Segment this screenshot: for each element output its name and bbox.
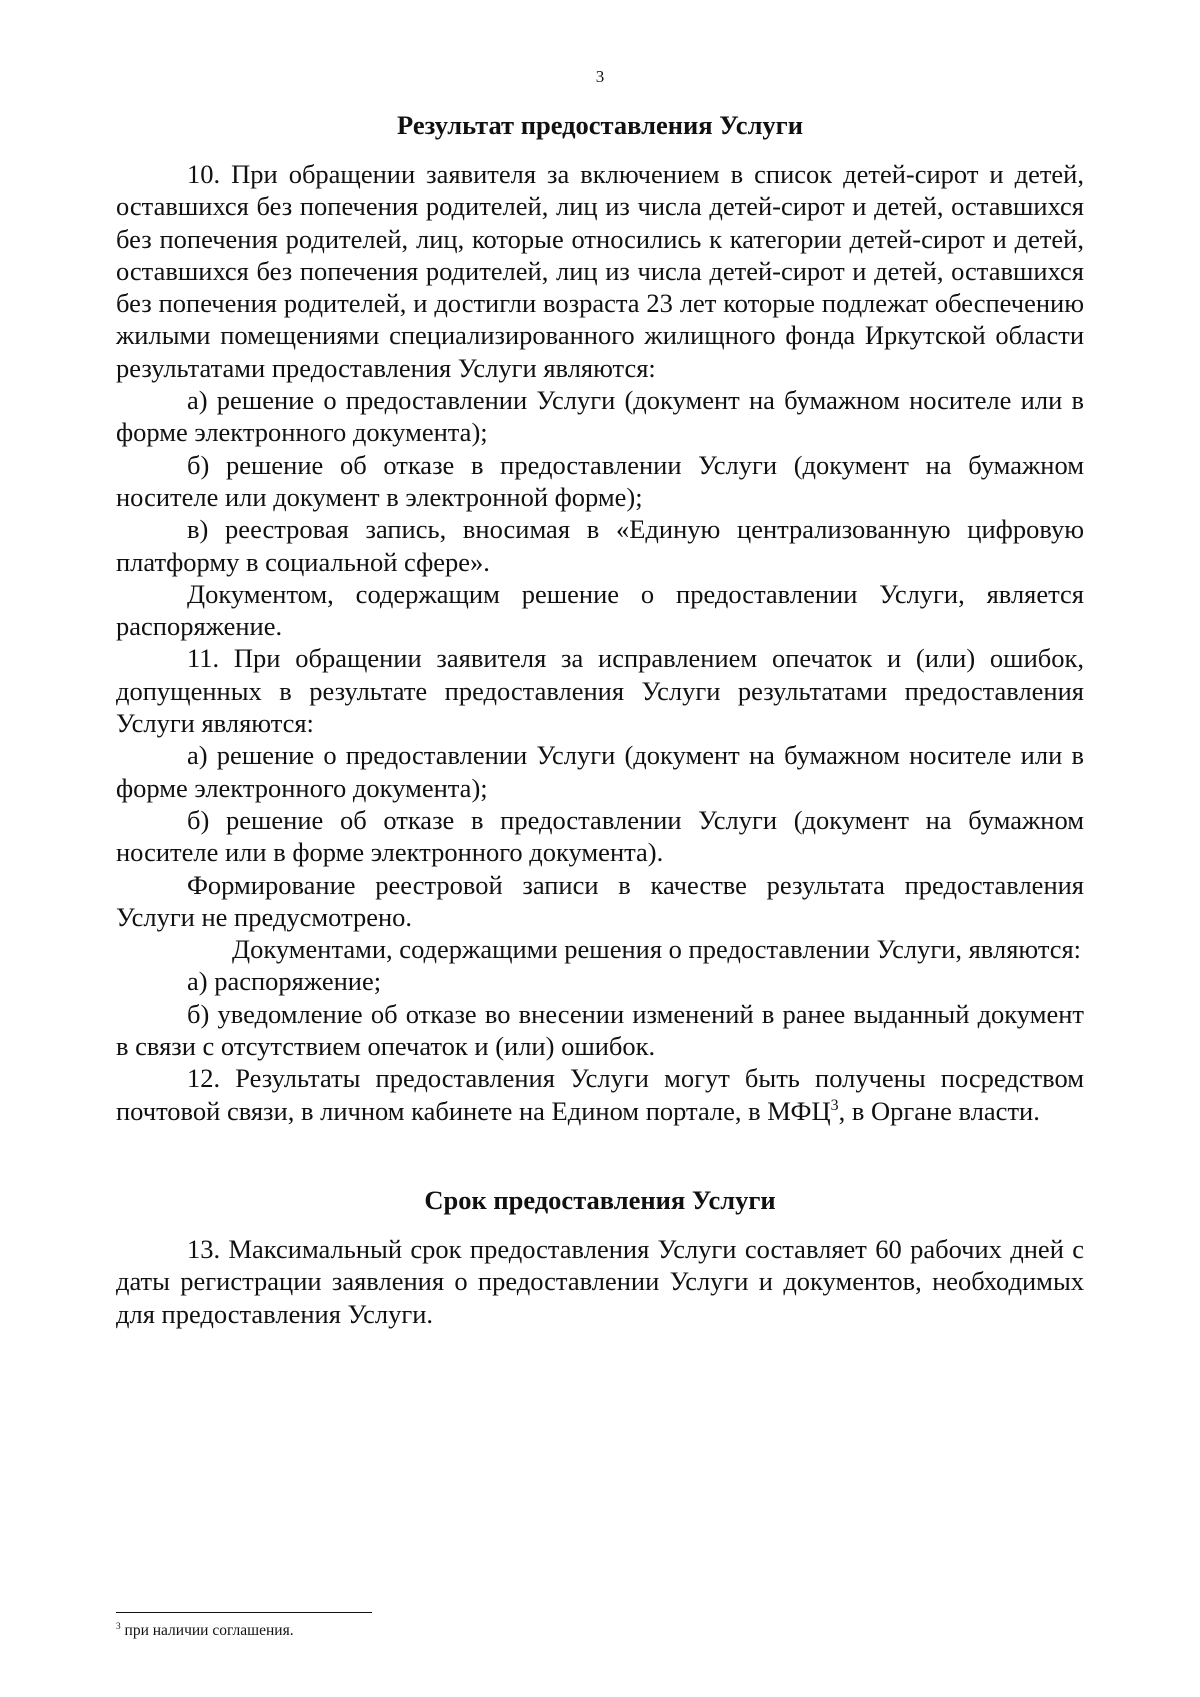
paragraph-10-document: Документом, содержащим решение о предоставлении Услуги, является распоряжение. xyxy=(116,578,1084,642)
footnote-reference: 3 xyxy=(830,1096,839,1114)
paragraph-10-item-a: а) решение о предоставлении Услуги (документ на бумажном носителе или в форме электронного документа); xyxy=(116,385,1084,448)
paragraph-10-item-c: в) реестровая запись, вносимая в «Единую централизованную цифровую платформу в социальной сфере». xyxy=(116,514,1084,577)
paragraph-13: 13. Максимальный срок предоставления Услуги составляет 60 рабочих дней с даты регистрации заявления о предоставлении Услуги и документов, необходимых для предоставления Услуги. xyxy=(116,1233,1084,1329)
section-heading-term: Срок предоставления Услуги xyxy=(424,1184,776,1215)
page-number: 3 xyxy=(595,67,605,86)
paragraph-11-registry: Формирование реестровой записи в качестве результата предоставления Услуги не предусмотрено. xyxy=(116,869,1084,932)
footnote-marker: 3 xyxy=(116,1621,121,1632)
section-heading-result: Результат предоставления Услуги xyxy=(397,110,803,140)
footnote-divider xyxy=(116,1612,372,1613)
paragraph-11-item-a: а) решение о предоставлении Услуги (документ на бумажном носителе или в форме электронного документа); xyxy=(116,740,1084,803)
paragraph-12 xyxy=(116,1062,1084,1127)
paragraph-11-documents: Документами, содержащими решения о предоставлении Услуги, являются: xyxy=(232,934,1082,965)
footnote xyxy=(116,1621,294,1641)
paragraph-10: 10. При обращении заявителя за включением в список детей-сирот и детей, оставшихся без попечения родителей, лиц из числа детей-сирот и детей, оставшихся без попечения родителей, лиц, которые относились к категории детей-сирот и детей, оставшихся без попечения родителей, лиц из числа детей-сирот и детей, оставшихся без попечения родителей, и достигли возраста 23 лет которые подлежат обеспечению жилыми помещениями специализированного жилищного фонда Иркутской области результатами предоставления Услуги являются: xyxy=(116,159,1084,383)
paragraph-11-documents-item-a: а) распоряжение; xyxy=(187,966,382,997)
paragraph-11-item-b: б) решение об отказе в предоставлении Услуги (документ на бумажном носителе или в форме электронного документа). xyxy=(116,804,1084,868)
footnote-text: при наличии соглашения. xyxy=(120,1622,294,1639)
paragraph-12-text: 12. Результаты предоставления Услуги могут быть получены посредством почтовой связи, в личном кабинете на Едином портале, в МФЦ xyxy=(116,1063,1084,1126)
paragraph-11-documents-item-b: б) уведомление об отказе во внесении изменений в ранее выданный документ в связи с отсутствием опечаток и (или) ошибок. xyxy=(116,998,1084,1062)
paragraph-12-text-end: , в Органе власти. xyxy=(838,1095,1040,1126)
document-page xyxy=(116,66,1084,1330)
paragraph-10-item-b: б) решение об отказе в предоставлении Услуги (документ на бумажном носителе или документ в электронной форме); xyxy=(116,449,1084,512)
paragraph-11: 11. При обращении заявителя за исправлением опечаток и (или) ошибок, допущенных в результате предоставления Услуги результатами предоставления Услуги являются: xyxy=(116,643,1084,739)
